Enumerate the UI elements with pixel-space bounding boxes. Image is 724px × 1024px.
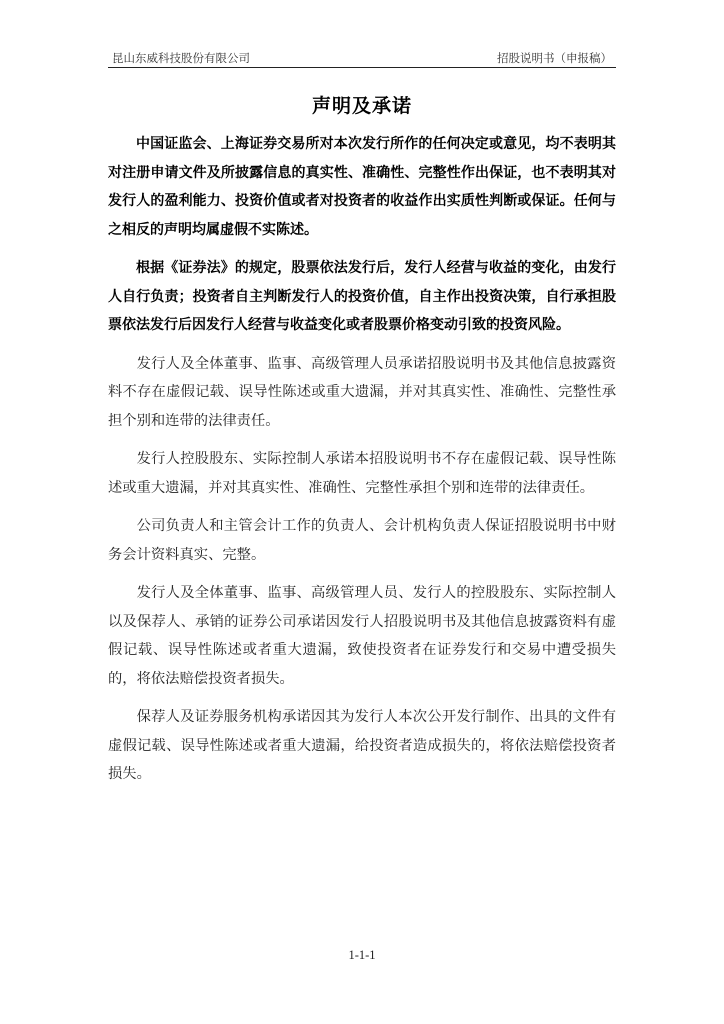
document-body xyxy=(108,130,616,799)
paragraph-1: 中国证监会、上海证券交易所对本次发行所作的任何决定或意见，均不表明其对注册申请文件及所披露信息的真实性、准确性、完整性作出保证，也不表明其对发行人的盈利能力、投资价值或者对投资者的收益作出实质性判断或保证。任何与之相反的声明均属虚假不实陈述。 xyxy=(108,136,616,238)
paragraph-5: 公司负责人和主管会计工作的负责人、会计机构负责人保证招股说明书中财务会计资料真实、完整。 xyxy=(108,518,616,563)
paragraph-7: 保荐人及证券服务机构承诺因其为发行人本次公开发行制作、出具的文件有虚假记载、误导性陈述或者重大遗漏，给投资者造成损失的，将依法赔偿投资者损失。 xyxy=(108,709,616,782)
page-number: 1-1-1 xyxy=(348,948,376,962)
company-name: 昆山东威科技股份有限公司 xyxy=(112,51,250,65)
page-title: 声明及承诺 xyxy=(311,95,412,117)
paragraph-6: 发行人及全体董事、监事、高级管理人员、发行人的控股股东、实际控制人以及保荐人、承销的证券公司承诺因发行人招股说明书及其他信息披露资料有虚假记载、误导性陈述或者重大遗漏，致使投资者在证券发行和交易中遭受损失的，将依法赔偿投资者损失。 xyxy=(108,585,616,687)
paragraph-2: 根据《证券法》的规定，股票依法发行后，发行人经营与收益的变化，由发行人自行负责；投资者自主判断发行人的投资价值，自主作出投资决策，自行承担股票依法发行后因发行人经营与收益变化或者股票价格变动引致的投资风险。 xyxy=(108,260,616,333)
header-divider xyxy=(108,67,616,68)
paragraph-3: 发行人及全体董事、监事、高级管理人员承诺招股说明书及其他信息披露资料不存在虚假记载、误导性陈述或重大遗漏，并对其真实性、准确性、完整性承担个别和连带的法律责任。 xyxy=(108,355,616,429)
document-type: 招股说明书（申报稿） xyxy=(497,51,612,65)
page-header xyxy=(108,50,616,68)
paragraph-4: 发行人控股股东、实际控制人承诺本招股说明书不存在虚假记载、误导性陈述或重大遗漏，并对其真实性、准确性、完整性承担个别和连带的法律责任。 xyxy=(108,451,616,496)
